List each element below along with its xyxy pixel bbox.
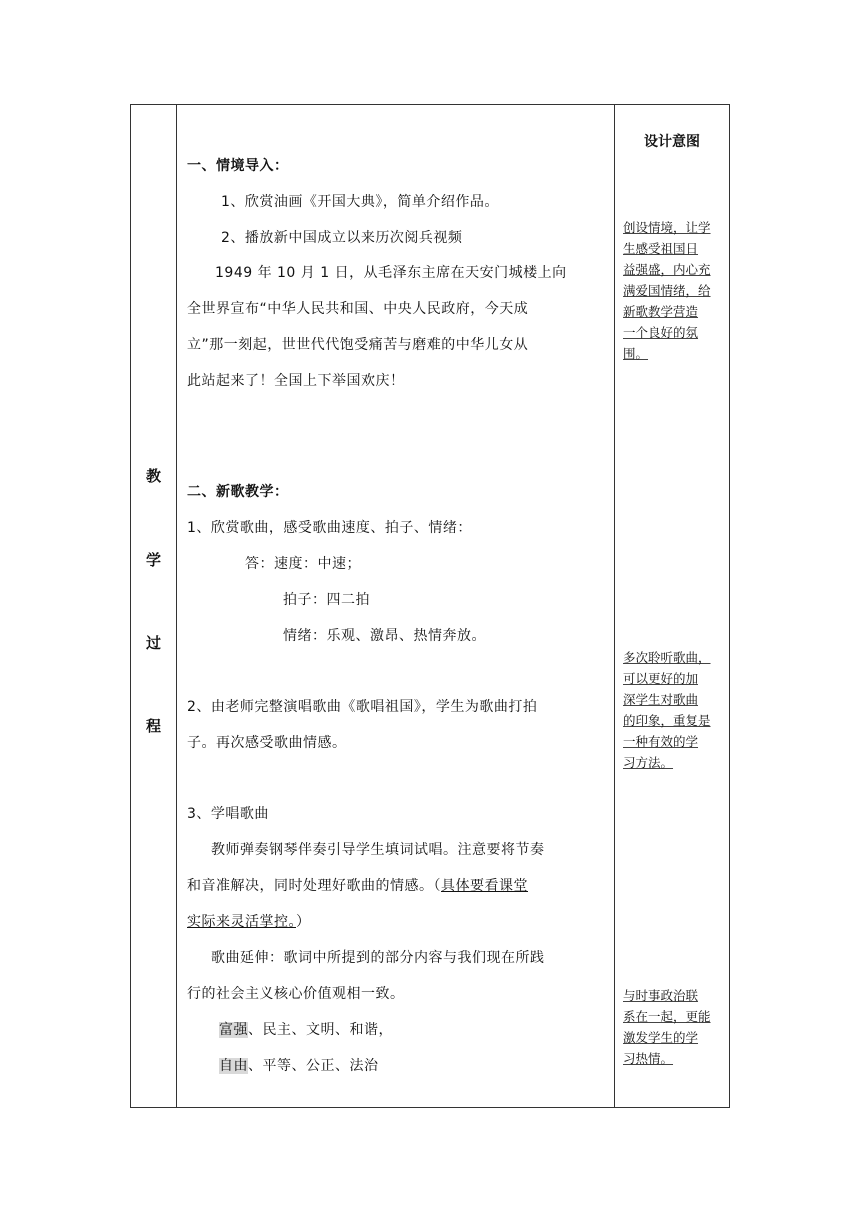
list-item: 2、由老师完整演唱歌曲《歌唱祖国》，学生为歌曲打拍 xyxy=(187,699,538,715)
design-note xyxy=(623,985,727,1069)
paragraph-line: 行的社会主义核心价值观相一致。 xyxy=(187,986,405,1002)
paragraph-line: 1949 年 10 月 1 日，从毛泽东主席在天安门城楼上向 xyxy=(215,265,567,281)
design-intent-column xyxy=(615,105,729,1107)
note-line: 新歌教学营造 xyxy=(623,304,699,319)
highlighted-text: 富强 xyxy=(219,1022,248,1038)
note-line: 可以更好的加 xyxy=(623,671,699,686)
text-run: 、平等、公正、法治 xyxy=(248,1058,379,1074)
paragraph-line: 全世界宣布“中华人民共和国、中央人民政府，今天成 xyxy=(187,301,529,317)
design-note xyxy=(623,217,727,364)
underlined-text: 具体要看课堂 xyxy=(441,878,528,894)
section-heading: 一、情境导入： xyxy=(187,158,289,174)
answer-line: 情绪：乐观、激昂、热情奔放。 xyxy=(283,628,486,644)
values-line xyxy=(219,1019,393,1039)
list-item: 1、欣赏歌曲，感受歌曲速度、拍子、情绪： xyxy=(187,520,472,536)
teaching-content xyxy=(177,105,614,1107)
paragraph-line: 此站起来了！全国上下举国欢庆！ xyxy=(187,373,405,389)
note-line: 习方法。 xyxy=(623,755,674,770)
note-line: 系在一起，更能 xyxy=(623,1009,711,1024)
note-line: 深学生对歌曲 xyxy=(623,692,699,707)
answer-line: 拍子：四二拍 xyxy=(283,592,370,608)
values-line xyxy=(219,1055,379,1075)
list-item: 2、播放新中国成立以来历次阅兵视频 xyxy=(221,230,463,246)
paragraph-line xyxy=(187,911,311,931)
note-line: 满爱国情绪，给 xyxy=(623,283,711,298)
note-line: 创设情境，让学 xyxy=(623,220,711,235)
row-label-char: 学 xyxy=(145,551,161,569)
row-label-char: 过 xyxy=(145,634,161,652)
paragraph-line: 歌曲延伸：歌词中所提到的部分内容与我们现在所践 xyxy=(211,950,545,966)
row-label-char: 教 xyxy=(145,467,161,485)
highlighted-text: 自由 xyxy=(219,1058,248,1074)
note-line: 与时事政治联 xyxy=(623,988,699,1003)
underlined-text: 实际来灵活掌控。 xyxy=(187,914,296,930)
answer-line: 答：速度：中速； xyxy=(245,556,361,572)
note-line: 的印象，重复是 xyxy=(623,713,711,728)
paragraph-line xyxy=(187,875,528,895)
note-line: 习热情。 xyxy=(623,1051,674,1066)
note-line: 一个良好的氛 xyxy=(623,325,699,340)
note-line: 多次聆听歌曲， xyxy=(623,650,711,665)
row-label-column xyxy=(131,105,176,1107)
list-item: 3、学唱歌曲 xyxy=(187,806,269,822)
list-item: 子。再次感受歌曲情感。 xyxy=(187,735,347,751)
text-run: ） xyxy=(296,914,311,930)
note-line: 一种有效的学 xyxy=(623,734,699,749)
section-heading: 二、新歌教学： xyxy=(187,484,289,500)
text-run: 、民主、文明、和谐， xyxy=(248,1022,393,1038)
text-run: 和音准解决，同时处理好歌曲的情感。（ xyxy=(187,878,441,894)
list-item: 1、欣赏油画《开国大典》，简单介绍作品。 xyxy=(221,194,499,210)
paragraph-line: 立”那一刻起，世世代代饱受痛苦与磨难的中华儿女从 xyxy=(187,337,529,353)
row-label-char: 程 xyxy=(145,717,161,735)
design-note xyxy=(623,647,727,773)
note-line: 生感受祖国日 xyxy=(623,241,699,256)
paragraph-line: 教师弹奏钢琴伴奏引导学生填词试唱。注意要将节奏 xyxy=(211,842,545,858)
column-title: 设计意图 xyxy=(644,134,700,150)
note-line: 益强盛，内心充 xyxy=(623,262,711,277)
lesson-table xyxy=(130,104,730,1108)
note-line: 激发学生的学 xyxy=(623,1030,699,1045)
note-line: 围。 xyxy=(623,346,649,361)
